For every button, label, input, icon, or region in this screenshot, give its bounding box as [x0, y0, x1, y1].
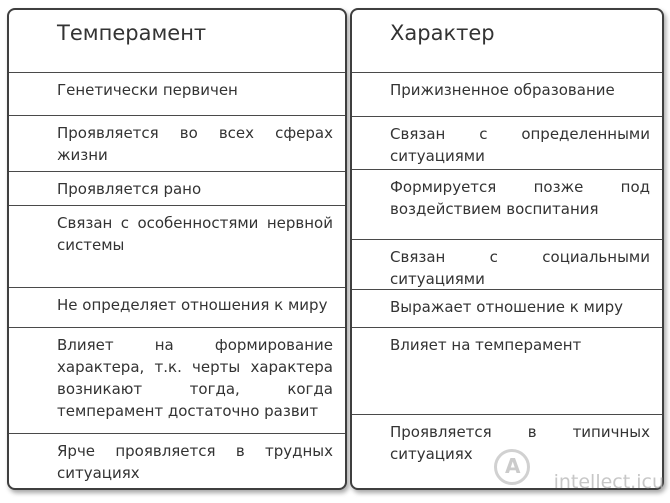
- character-row-7: Проявляется в типичных ситуациях: [390, 423, 650, 463]
- character-row-2: Связан с определенными ситуациями: [352, 117, 662, 170]
- character-row-4: Связан с социальными ситуациями: [352, 240, 662, 290]
- watermark-text: intellect.icu: [553, 471, 664, 493]
- character-row-5: Выражает отношение к миру: [352, 290, 662, 328]
- character-row-3: Формируется позже под воздействием воспитания: [352, 170, 662, 240]
- temperament-column: [7, 8, 347, 490]
- watermark-logo-icon: [494, 449, 530, 485]
- temperament-row-7: Ярче проявляется в трудных ситуациях: [57, 442, 333, 482]
- temperament-row-6: Влияет на формирование характера, т.к. черты характера возникают тогда, когда темперамент достаточно развит: [9, 328, 345, 434]
- temperament-header: Темперамент: [9, 10, 345, 73]
- character-column: [350, 8, 664, 490]
- character-row-6: Влияет на темперамент: [352, 328, 662, 415]
- character-header: Характер: [352, 10, 662, 73]
- temperament-row-5: Не определяет отношения к миру: [9, 288, 345, 328]
- temperament-row-1: Генетически первичен: [9, 73, 345, 116]
- character-row-1: Прижизненное образование: [352, 73, 662, 117]
- temperament-row-3: Проявляется рано: [9, 172, 345, 206]
- temperament-row-2: Проявляется во всех сферах жизни: [9, 116, 345, 172]
- temperament-row-4: Связан с особенностями нервной системы: [9, 206, 345, 288]
